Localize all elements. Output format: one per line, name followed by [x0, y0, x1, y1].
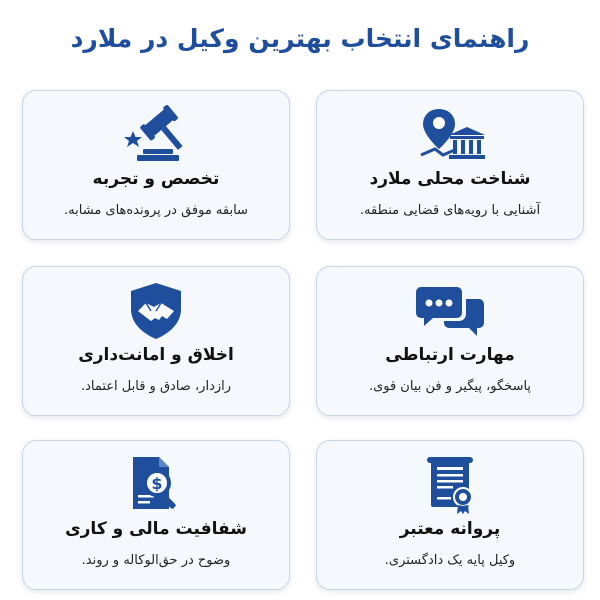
card-title: شناخت محلی ملارد: [369, 169, 531, 189]
card-ethics: [22, 266, 290, 416]
card-title: تخصص و تجربه: [92, 169, 220, 189]
card-desc: پاسخگو، پیگیر و فن بیان قوی.: [368, 379, 532, 394]
card-desc: وکیل پایه یک دادگستری.: [384, 553, 516, 568]
card-title: پروانه معتبر: [399, 519, 501, 539]
handshake-shield-icon: [121, 281, 191, 341]
card-title: شفافیت مالی و کاری: [65, 519, 247, 539]
card-communication: [316, 266, 584, 416]
gavel-star-icon: [121, 105, 191, 165]
card-local-knowledge: [316, 90, 584, 240]
certificate-scroll-icon: [415, 455, 485, 515]
card-desc: سابقه موفق در پرونده‌های مشابه.: [64, 203, 248, 218]
card-license: [316, 440, 584, 590]
document-dollar-magnifier-icon: [121, 455, 191, 515]
card-desc: رازدار، صادق و قابل اعتماد.: [80, 379, 232, 394]
map-pin-courthouse-icon: [415, 105, 485, 165]
svg-text:$: $: [151, 474, 163, 493]
card-desc: آشنایی با رویه‌های قضایی منطقه.: [359, 203, 541, 218]
card-transparency: [22, 440, 290, 590]
page-title: راهنمای انتخاب بهترین وکیل در ملارد: [70, 24, 530, 53]
card-expertise: [22, 90, 290, 240]
card-title: مهارت ارتباطی: [385, 345, 515, 365]
card-title: اخلاق و امانت‌داری: [78, 345, 234, 365]
chat-bubbles-icon: [415, 281, 485, 341]
card-desc: وضوح در حق‌الوکاله و روند.: [81, 553, 231, 568]
